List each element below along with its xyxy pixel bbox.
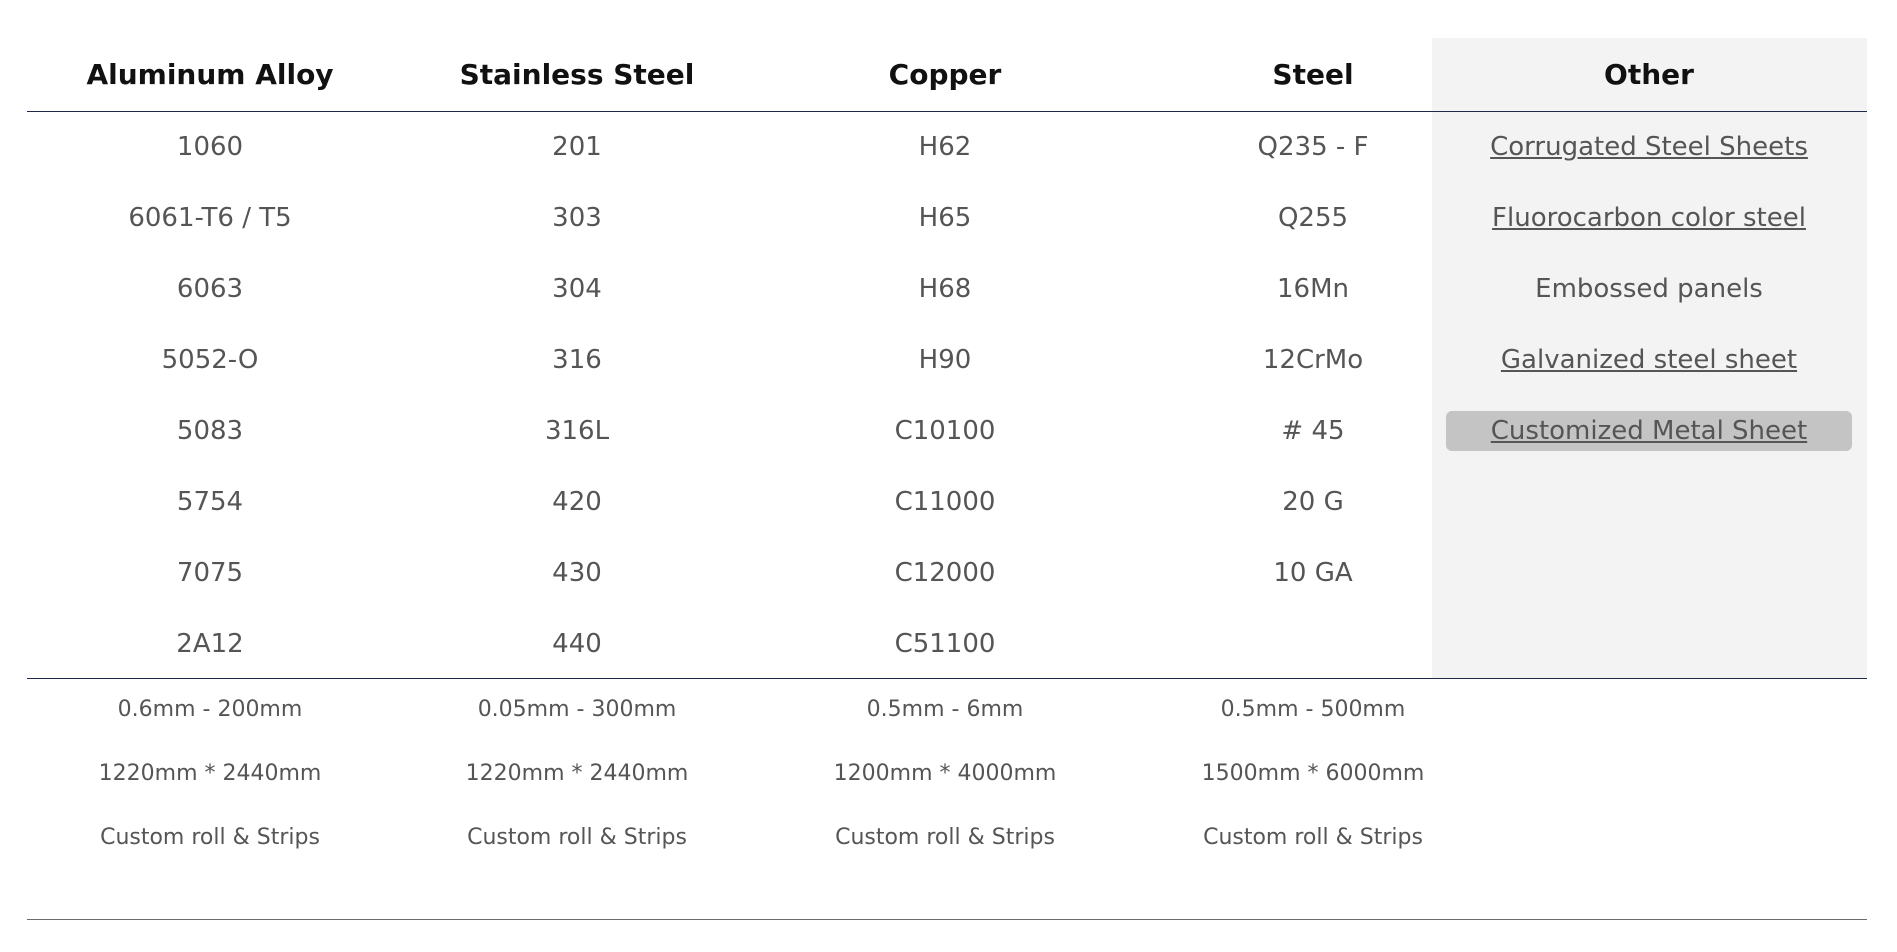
column-header: Stainless Steel [459, 58, 695, 91]
column-header: Aluminum Alloy [86, 58, 334, 91]
spec-cell: 0.5mm - 6mm [866, 697, 1024, 722]
column-header: Copper [888, 58, 1002, 91]
spec-cell: 1220mm * 2440mm [465, 761, 689, 786]
other-link-item[interactable] [1434, 325, 1864, 396]
grade-cell: 304 [552, 274, 602, 304]
spec-cell: 1500mm * 6000mm [1201, 761, 1425, 786]
materials-table [27, 38, 1867, 920]
other-link[interactable]: Fluorocarbon color steel [1492, 203, 1806, 233]
grade-cell: 303 [552, 203, 602, 233]
grade-cell: C51100 [894, 629, 996, 659]
grade-cell: 5052-O [161, 345, 259, 375]
grade-cell: # 45 [1281, 416, 1345, 446]
grade-cell: 430 [552, 558, 602, 588]
grade-cell: 16Mn [1277, 274, 1349, 304]
table-bottom-divider [27, 919, 1867, 920]
grade-cell: 2A12 [176, 629, 244, 659]
other-link-item[interactable] [1446, 411, 1852, 451]
spec-cell: 1220mm * 2440mm [98, 761, 322, 786]
grade-cell: 6063 [176, 274, 244, 304]
spec-cell: Custom roll & Strips [1203, 825, 1423, 850]
grade-cell: C11000 [894, 487, 996, 517]
grade-cell: 5083 [176, 416, 244, 446]
spec-cell: 1200mm * 4000mm [833, 761, 1057, 786]
other-link[interactable]: Galvanized steel sheet [1500, 345, 1798, 375]
spec-cell: Custom roll & Strips [835, 825, 1055, 850]
grade-cell: 316 [552, 345, 602, 375]
spec-cell: 0.5mm - 500mm [1220, 697, 1406, 722]
other-label: Embossed panels [1535, 274, 1763, 304]
spec-cell: Custom roll & Strips [100, 825, 320, 850]
grade-cell: 440 [552, 629, 602, 659]
grade-cell: 316L [544, 416, 610, 446]
grade-cell: 1060 [176, 132, 244, 162]
column-header-other: Other [1604, 58, 1694, 91]
grade-cell: 201 [552, 132, 602, 162]
other-link[interactable]: Corrugated Steel Sheets [1490, 132, 1808, 162]
grade-cell: H65 [918, 203, 972, 233]
grade-cell: 7075 [176, 558, 244, 588]
grade-cell: H62 [918, 132, 972, 162]
grade-cell: 5754 [176, 487, 244, 517]
spec-cell: 0.6mm - 200mm [117, 697, 303, 722]
grade-cell: C12000 [894, 558, 996, 588]
grade-cell: 12CrMo [1262, 345, 1364, 375]
spec-cell: Custom roll & Strips [467, 825, 687, 850]
grade-cell: 10 GA [1273, 558, 1353, 588]
grade-cell: C10100 [894, 416, 996, 446]
column-header: Steel [1272, 58, 1354, 91]
grade-cell: 20 G [1282, 487, 1344, 517]
grade-cell: Q235 - F [1257, 132, 1369, 162]
grade-cell: 6061-T6 / T5 [128, 203, 292, 233]
grade-cell: H90 [918, 345, 972, 375]
other-link[interactable]: Customized Metal Sheet [1490, 416, 1808, 446]
grade-cell: Q255 [1277, 203, 1349, 233]
spec-cell: 0.05mm - 300mm [477, 697, 677, 722]
other-text-item [1434, 254, 1864, 325]
other-link-item[interactable] [1434, 112, 1864, 183]
other-link-item[interactable] [1434, 183, 1864, 254]
grade-cell: 420 [552, 487, 602, 517]
grade-cell: H68 [918, 274, 972, 304]
